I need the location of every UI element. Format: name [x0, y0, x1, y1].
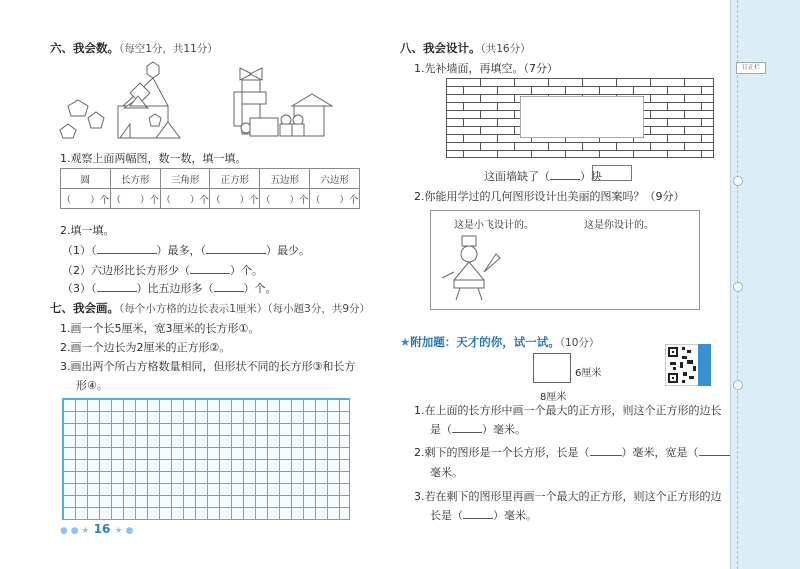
correction-badge: 订正栏 — [736, 62, 766, 74]
answer-blank[interactable] — [214, 291, 244, 292]
table-header: 长方形 — [110, 169, 160, 189]
s6-q2-3: （3）（ ）比五边形多（ ）个。 — [62, 282, 277, 295]
wall-missing-question: 这面墙缺了（ ）块 — [484, 170, 602, 183]
count-answer-cell[interactable]: （ ）个 — [160, 189, 210, 209]
binding-hole — [733, 282, 743, 292]
answer-blank[interactable] — [97, 253, 157, 254]
s7-q2: 2.画一个边长为2厘米的正方形②。 — [60, 341, 231, 354]
binding-hole — [733, 176, 743, 186]
s7-q3-line2: 形④。 — [76, 379, 108, 392]
bonus-q1-line1: 1.在上面的长方形中画一个最大的正方形，则这个正方形的边长 — [414, 404, 722, 417]
table-header: 三角形 — [160, 169, 210, 189]
s6-q2: 2.填一填。 — [60, 224, 115, 237]
wall-answer-box[interactable] — [592, 165, 632, 181]
table-header: 圆 — [61, 169, 111, 189]
s6-q2-1: （1）（ ）最多，（ ）最少。 — [62, 244, 310, 257]
s8-q1: 1.先补墙面，再填空。（7分） — [414, 62, 558, 75]
table-header: 六边形 — [310, 169, 360, 189]
answer-blank[interactable] — [590, 455, 622, 456]
shapes-figure-2 — [228, 62, 338, 140]
shape-count-table — [60, 168, 360, 209]
bonus-q1-line2: 是（ ）毫米。 — [430, 423, 526, 436]
bonus-q3-line2: 长是（ ）毫米。 — [430, 509, 537, 522]
count-answer-cell[interactable]: （ ）个 — [110, 189, 160, 209]
answer-blank[interactable] — [452, 432, 482, 433]
answer-blank[interactable] — [463, 518, 493, 519]
table-header: 五边形 — [260, 169, 310, 189]
answer-blank[interactable] — [190, 273, 230, 274]
table-header: 正方形 — [210, 169, 260, 189]
your-design-area[interactable] — [565, 232, 693, 306]
qr-code-icon — [665, 344, 711, 386]
section-8-heading: 八、我会设计。（共16分） — [400, 41, 531, 55]
count-answer-cell[interactable]: （ ）个 — [260, 189, 310, 209]
binding-hole — [733, 380, 743, 390]
bonus-q2-line2: 毫米。 — [430, 466, 463, 479]
binding-margin — [730, 0, 800, 569]
page-number: ● ● ★ 16 ★ ● — [60, 522, 134, 536]
bonus-heading: ★附加题：天才的你，试一试。（10分） — [400, 335, 600, 349]
shapes-figure-1 — [58, 56, 188, 140]
s8-q2: 2.你能用学过的几何图形设计出美丽的图案吗？（9分） — [414, 190, 685, 203]
answer-blank[interactable] — [206, 253, 266, 254]
s6-q1: 1.观察上面两幅图，数一数，填一填。 — [60, 152, 247, 165]
label-8cm: 8厘米 — [540, 392, 567, 403]
design-left-label: 这是小飞设计的。 — [454, 220, 534, 231]
section-6-heading: 六、我会数。（每空1分，共11分） — [50, 41, 218, 55]
count-answer-cell[interactable]: （ ）个 — [310, 189, 360, 209]
rectangle-diagram — [533, 353, 571, 383]
s7-q3-line1: 3.画出两个所占方格数量相同，但形状不同的长方形③和长方 — [60, 360, 356, 373]
answer-blank[interactable] — [699, 455, 731, 456]
count-answer-cell[interactable]: （ ）个 — [61, 189, 111, 209]
bonus-q3-line1: 3.若在剩下的图形里再画一个最大的正方形，则这个正方形的边 — [414, 490, 722, 503]
missing-wall-area[interactable] — [520, 96, 644, 138]
bonus-q2-line1: 2.剩下的图形是一个长方形，长是（ ）毫米，宽是（ — [414, 444, 731, 460]
section-7-heading: 七、我会画。（每个小方格的边长表示1厘米）（每小题3分，共9分） — [50, 301, 371, 315]
count-answer-cell[interactable]: （ ）个 — [210, 189, 260, 209]
star-icon: ★ — [400, 335, 411, 349]
answer-blank[interactable] — [550, 179, 580, 180]
s7-q1: 1.画一个长5厘米，宽3厘米的长方形①。 — [60, 322, 260, 335]
s6-q2-2: （2）六边形比长方形少（ ）个。 — [62, 264, 263, 277]
label-6cm: 6厘米 — [575, 368, 602, 379]
answer-blank[interactable] — [97, 291, 137, 292]
drawing-grid[interactable] — [62, 398, 350, 520]
design-right-label: 这是你设计的。 — [584, 220, 654, 231]
robot-design-figure — [440, 232, 510, 304]
